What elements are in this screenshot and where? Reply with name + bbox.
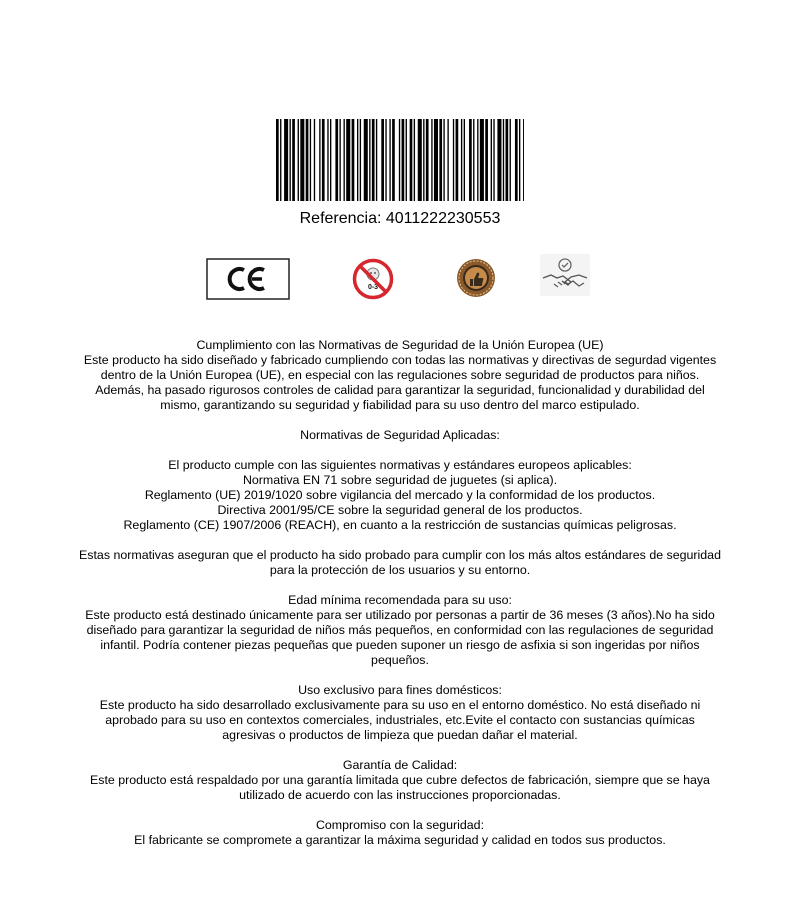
- safety-commitment-body: El fabricante se compromete a garantizar la máxima seguridad y calidad en todos sus productos.: [134, 833, 666, 847]
- applied-norms-intro: El producto cumple con las siguientes normativas y estándares europeos aplicables:: [168, 458, 632, 472]
- barcode-reference: Referencia: 4011222230553: [299, 210, 501, 227]
- eu-compliance-section: [78, 338, 722, 413]
- norm-item: Reglamento (UE) 2019/1020 sobre vigilancia del mercado y la conformidad de los productos.: [144, 488, 656, 502]
- barcode-bar: [300, 119, 304, 201]
- barcode-bar: [399, 119, 400, 201]
- warranty-body: Este producto está respaldado por una garantía limitada que cubre defectos de fabricación, siempre que se haya utilizado de acuerdo con las instrucciones proporcionadas.: [90, 773, 710, 802]
- barcode-bar: [515, 119, 518, 201]
- barcode-bar: [357, 119, 358, 201]
- barcode-bar: [464, 119, 465, 201]
- barcode-bar: [276, 119, 279, 201]
- barcode-bar: [510, 119, 511, 201]
- barcode-bar: [477, 119, 478, 201]
- barcode-bar: [298, 119, 299, 201]
- barcode-bar: [290, 119, 291, 201]
- barcode-bar: [485, 119, 488, 201]
- norm-item: Reglamento (CE) 1907/2006 (REACH), en cuanto a la restricción de sustancias químicas peligrosas.: [123, 518, 677, 532]
- barcode-bar: [491, 119, 492, 201]
- barcode-bar: [335, 119, 338, 201]
- domestic-use-body: Este producto ha sido desarrollado exclusivamente para su uso en el entorno doméstico. No está diseñado ni aprobado para su uso en contextos comerciales, industriales, etc.Evite el contacto con sustancias químicas agresivas o productos de limpieza que puedan dañar el material.: [99, 698, 701, 742]
- min-age-section: [78, 593, 722, 668]
- barcode-bar: [453, 119, 454, 201]
- barcode-bar: [469, 119, 472, 201]
- barcode-bar: [344, 119, 345, 201]
- barcode-bar: [447, 119, 448, 201]
- barcode-bar: [426, 119, 429, 201]
- barcode-bar: [314, 119, 315, 201]
- barcode-bar: [434, 119, 438, 201]
- barcode-bar: [360, 119, 361, 201]
- barcode-bar: [410, 119, 413, 201]
- applied-norms-heading-block: [78, 428, 722, 443]
- safety-commitment-heading: Compromiso con la seguridad:: [315, 818, 485, 832]
- domestic-use-heading: Uso exclusivo para fines domésticos:: [298, 683, 502, 697]
- domestic-use-section: [78, 683, 722, 743]
- barcode-bar: [402, 119, 405, 201]
- barcode-bar: [519, 119, 520, 201]
- quality-seal-icon: [455, 257, 497, 299]
- barcode-bar: [439, 119, 442, 201]
- barcode-bar: [381, 119, 384, 201]
- barcode-image: [276, 119, 524, 201]
- barcode-bar: [523, 119, 524, 201]
- barcode-bar: [506, 119, 509, 201]
- handshake-icon: [540, 254, 590, 296]
- eu-compliance-heading: Cumplimiento con las Normativas de Seguridad de la Unión Europea (UE): [196, 338, 604, 352]
- barcode-bar: [461, 119, 462, 201]
- barcode-bar: [330, 119, 331, 201]
- barcode-bar: [456, 119, 459, 201]
- ce-mark-icon: [206, 258, 290, 300]
- min-age-body: Este producto está destinado únicamente para ser utilizado por personas a partir de 36 meses (3 años).No ha sido diseñado para garantizar la seguridad de niños más pequeños, en conformidad con las regulaciones de seguridad infantil. Podría contener piezas pequeñas que pueden suponer un riesgo de asfixia si son ingeridas por niños pequeños.: [85, 608, 715, 667]
- applied-norms-closing: Estas normativas aseguran que el producto ha sido probado para cumplir con los más altos estándares de seguridad para la protección de los usuarios y su entorno.: [79, 548, 721, 577]
- safety-commitment-section: [78, 818, 722, 848]
- barcode-bar: [473, 119, 474, 201]
- barcode-bar: [306, 119, 309, 201]
- eu-compliance-body: Este producto ha sido diseñado y fabricado cumpliendo con todas las normativas y directivas de segurdad vigentes dentro de la Unión Europea (UE), en especial con las regulaciones sobre seguridad de productos para niños. Además, ha pasado rigurosos controles de calidad para garantizar la seguridad, funcionalidad y durabilidad del mismo, garantizando su seguridad y fiabilidad para su uso dentro del marco estipulado.: [83, 353, 717, 412]
- applied-norms-closing-block: [78, 548, 722, 578]
- barcode-bar: [346, 119, 350, 201]
- safety-content: [78, 338, 722, 863]
- warranty-heading: Garantía de Calidad:: [342, 758, 458, 772]
- barcode-bar: [369, 119, 370, 201]
- barcode-bar: [385, 119, 386, 201]
- svg-text:0-3: 0-3: [367, 284, 379, 291]
- norm-item: Normativa EN 71 sobre seguridad de juguetes (si aplica).: [242, 473, 558, 487]
- norm-item: Directiva 2001/95/CE sobre la seguridad general de los productos.: [217, 503, 583, 517]
- barcode-bar: [493, 119, 494, 201]
- age-0-3-warning-icon: [352, 258, 394, 300]
- barcode-bar: [292, 119, 295, 201]
- barcode-bar: [443, 119, 444, 201]
- barcode-bar: [364, 119, 368, 201]
- barcode-bar: [310, 119, 311, 201]
- barcode-bar: [418, 119, 422, 201]
- barcode-bar: [431, 119, 432, 201]
- barcode-bar: [423, 119, 424, 201]
- barcode-bar: [406, 119, 407, 201]
- barcode-bar: [414, 119, 415, 201]
- barcode-bar: [497, 119, 501, 201]
- barcode-bar: [376, 119, 377, 201]
- barcode-bar: [327, 119, 328, 201]
- barcode-bar: [392, 119, 395, 201]
- applied-norms-list: [78, 458, 722, 533]
- barcode-bar: [352, 119, 355, 201]
- barcode-bar: [284, 119, 288, 201]
- barcode-bar: [503, 119, 504, 201]
- barcode-bar: [372, 119, 375, 201]
- barcode-bar: [322, 119, 325, 201]
- barcode-bar: [389, 119, 390, 201]
- barcode-bar: [280, 119, 281, 201]
- barcode-bar: [339, 119, 340, 201]
- applied-norms-heading: Normativas de Seguridad Aplicadas:: [300, 428, 500, 442]
- barcode-bar: [480, 119, 484, 201]
- barcode-bar: [319, 119, 320, 201]
- warranty-section: [78, 758, 722, 803]
- min-age-heading: Edad mínima recomendada para su uso:: [288, 593, 512, 607]
